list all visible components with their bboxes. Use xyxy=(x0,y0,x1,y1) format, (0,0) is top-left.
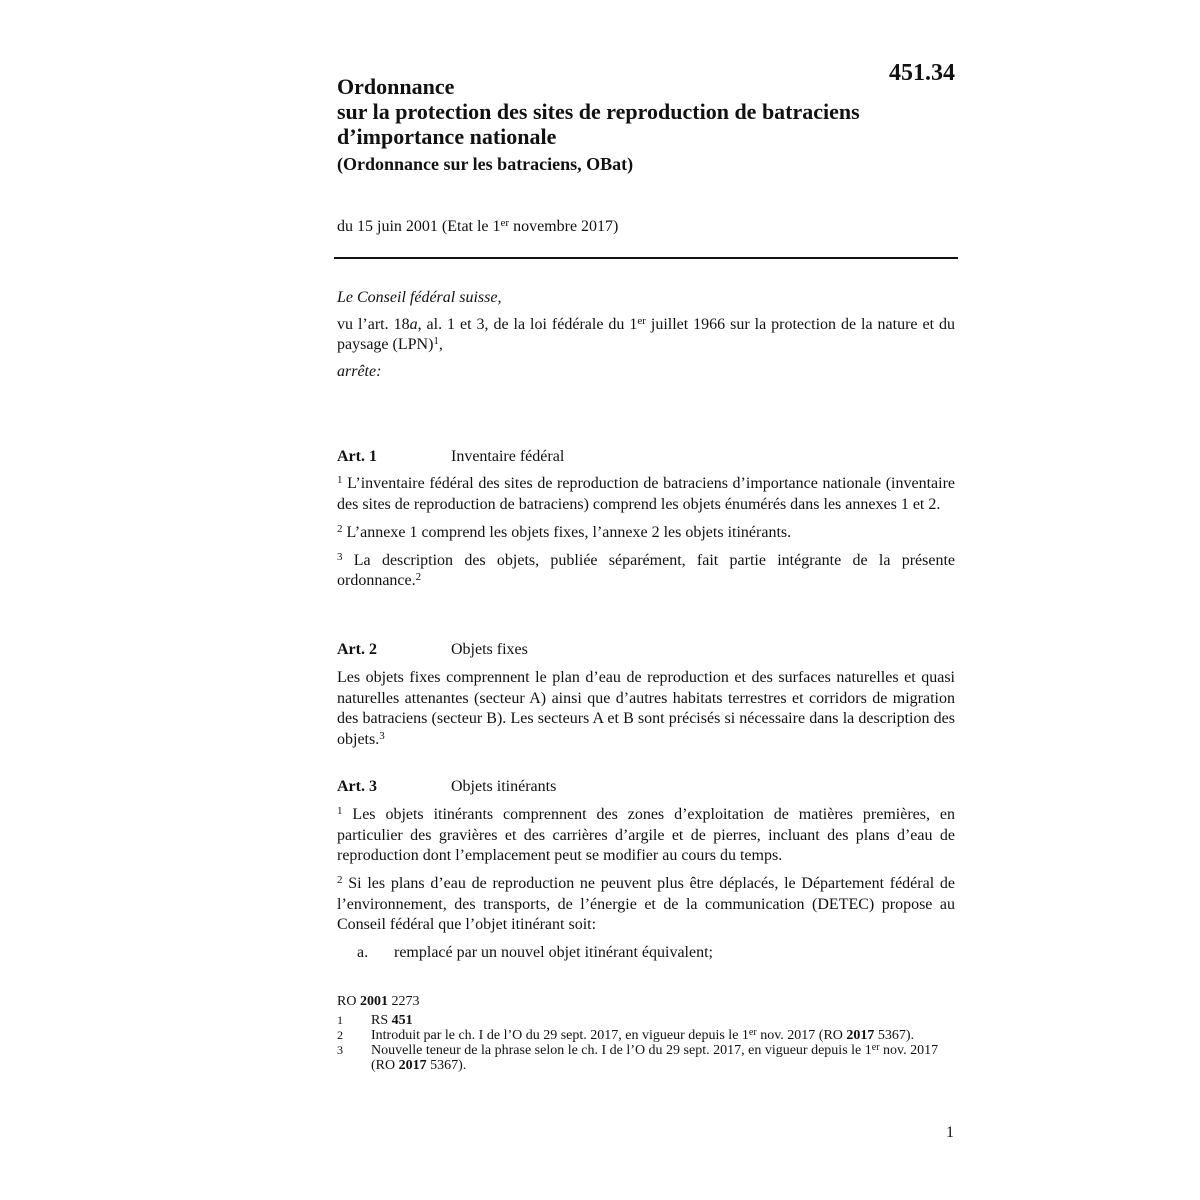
article-title: Inventaire fédéral xyxy=(451,448,565,465)
footnote-1: 1 RS 451 xyxy=(337,1013,413,1028)
document-date: du 15 juin 2001 (Etat le 1er novembre 2017) xyxy=(337,217,619,235)
footnote-ref[interactable]: 1 xyxy=(433,335,439,347)
article-1-heading xyxy=(337,447,564,467)
paragraph: Les objets fixes comprennent le plan d’eau de reproduction et des surfaces naturelles et quasi naturelles attenantes (secteur A) ainsi que d’autres habitats terrestres et corridors de migration des batraciens (secteur B). Les secteurs A et B sont précisés si nécessaire dans la description des objets.$^3$ xyxy=(337,669,955,748)
paragraph: $^2$ Si les plans d’eau de reproduction ne peuvent plus être déplacés, le Département fédéral de l’environnement, des transports, de l’énergie et de la communication (DETEC) propose au Conseil fédéral que l’objet itinérant soit: xyxy=(337,874,955,933)
official-compilation-ref: RO 2001 2273 xyxy=(337,994,420,1009)
title-line-3: d’importance nationale xyxy=(337,124,557,149)
article-2-body xyxy=(337,668,955,758)
title-line-2: sur la protection des sites de reproduction de batraciens xyxy=(337,99,860,124)
paragraph: $^3$ La description des objets, publiée séparément, fait partie intégrante de la présente ordonnance.$^2$ xyxy=(337,550,955,589)
document-title xyxy=(337,74,937,149)
article-3-body xyxy=(337,805,955,964)
article-3-heading xyxy=(337,777,556,797)
article-title: Objets fixes xyxy=(451,641,528,658)
article-2-heading xyxy=(337,640,528,660)
list-marker: a. xyxy=(357,944,369,961)
article-number: Art. 2 xyxy=(337,641,377,658)
article-number: Art. 1 xyxy=(337,448,377,465)
list-item xyxy=(337,943,955,964)
footnote-2: 2 Introduit par le ch. I de l’O du 29 sept. 2017, en vigueur depuis le 1er nov. 2017 (RO 2017 5367). xyxy=(337,1027,915,1043)
article-1-body xyxy=(337,474,955,599)
paragraph: $^2$ L’annexe 1 comprend les objets fixes, l’annexe 2 les objets itinérants. xyxy=(337,522,792,541)
preamble-council: Le Conseil fédéral suisse, xyxy=(337,289,502,306)
footnote-ref[interactable]: 3 xyxy=(379,729,385,742)
paragraph: $^1$ Les objets itinérants comprennent des zones d’exploitation de matières premières, en particulier des gravières et des carrières d’argile et de pierres, incluant des plans d’eau de reproduction dont l’emplacement peut se modifier au cours du temps. xyxy=(337,805,955,864)
header-divider xyxy=(334,257,958,259)
footnote-3: 3 Nouvelle teneur de la phrase selon le ch. I de l’O du 29 sept. 2017, en vigueur depuis le 1er nov. 2017 (RO 2017 5367). xyxy=(337,1042,939,1073)
preamble xyxy=(337,288,955,388)
article-title: Objets itinérants xyxy=(451,778,557,795)
title-line-1: Ordonnance xyxy=(337,74,455,99)
preamble-decree: arrête: xyxy=(337,362,382,380)
footnote-ref[interactable]: 2 xyxy=(415,571,422,583)
list-item-text: remplacé par un nouvel objet itinérant équivalent; xyxy=(394,944,713,961)
footnotes xyxy=(337,994,947,1073)
document-number: 451.34 xyxy=(889,60,955,86)
preamble-legal-basis: vu l’art. 18a, al. 1 et 3, de la loi fédérale du 1er juillet 1966 sur la protection de la nature et du paysage (LPN)$^1$, xyxy=(337,314,956,353)
page-number: 1 xyxy=(946,1124,954,1141)
article-number: Art. 3 xyxy=(337,778,377,795)
document-subtitle: (Ordonnance sur les batraciens, OBat) xyxy=(337,154,634,174)
paragraph: $^1$ L’inventaire fédéral des sites de reproduction de batraciens d’importance nationale (inventaire des sites de reproduction de batraciens) comprend les objets énumérés dans les annexes 1 et 2. xyxy=(337,474,955,513)
